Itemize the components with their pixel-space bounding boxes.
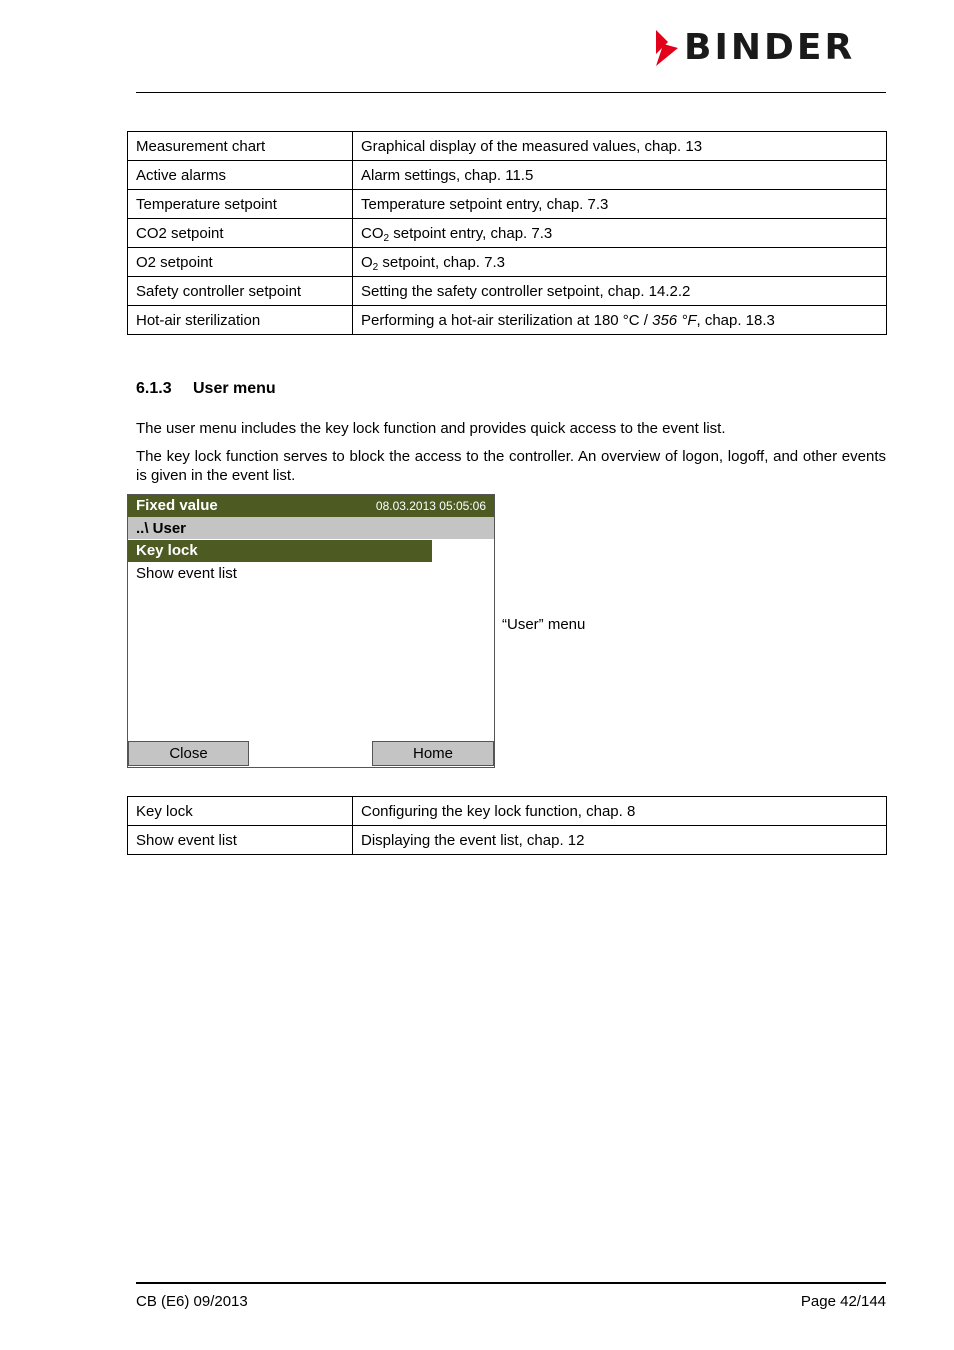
table-cell-item: Measurement chart: [128, 132, 353, 161]
table-cell-item: Temperature setpoint: [128, 190, 353, 219]
table-cell-desc: [353, 306, 887, 335]
screen-title-bar: [128, 495, 494, 517]
desc-subscript: 2: [372, 261, 379, 273]
table-row: [128, 132, 887, 161]
table-row: [128, 826, 887, 855]
table-cell-item: Hot-air sterilization: [128, 306, 353, 335]
table-row: [128, 277, 887, 306]
table-cell-desc: Configuring the key lock function, chap. 8: [353, 797, 887, 826]
desc-text: setpoint, chap. 7.3: [378, 253, 505, 271]
table-row: [128, 306, 887, 335]
screen-path: ..\ User: [136, 520, 187, 537]
footer-page-number: Page 42/144: [800, 1293, 886, 1310]
brand-name: BINDER: [684, 27, 856, 68]
table-cell-desc: [353, 219, 887, 248]
menu-items-table: [127, 131, 887, 335]
desc-italic: 356 °F: [652, 311, 697, 329]
table-cell-item: O2 setpoint: [128, 248, 353, 277]
controller-screen: [127, 494, 495, 768]
table-cell-item: CO2 setpoint: [128, 219, 353, 248]
table-cell-desc: Setting the safety controller setpoint, chap. 14.2.2: [353, 277, 887, 306]
desc-subscript: 2: [383, 232, 390, 244]
section-title: User menu: [193, 380, 276, 397]
desc-text: Performing a hot-air sterilization at 180 °C /: [361, 311, 653, 329]
table-cell-desc: Temperature setpoint entry, chap. 7.3: [353, 190, 887, 219]
section-heading: [136, 380, 276, 398]
table-cell-desc: Displaying the event list, chap. 12: [353, 826, 887, 855]
table-cell-desc: [353, 248, 887, 277]
table-row: [128, 797, 887, 826]
header-rule: [136, 92, 886, 93]
close-button[interactable]: Close: [128, 741, 249, 766]
binder-logo: [654, 27, 856, 68]
user-menu-table: [127, 796, 887, 855]
desc-text: setpoint entry, chap. 7.3: [389, 224, 553, 242]
desc-text: , chap. 18.3: [696, 311, 775, 329]
menu-item-key-lock[interactable]: [128, 540, 432, 562]
desc-text: O: [361, 253, 373, 271]
table-row: [128, 248, 887, 277]
home-button[interactable]: Home: [372, 741, 494, 766]
screen-title: Fixed value: [136, 497, 218, 514]
table-cell-item: Active alarms: [128, 161, 353, 190]
table-cell-item: Show event list: [128, 826, 353, 855]
paragraph: The user menu includes the key lock function and provides quick access to the event list.: [136, 420, 726, 437]
footer-document-id: CB (E6) 09/2013: [136, 1293, 248, 1310]
screen-path-bar[interactable]: [128, 517, 494, 539]
figure-caption: “User” menu: [502, 616, 586, 633]
table-row: [128, 219, 887, 248]
footer-rule: [136, 1282, 886, 1284]
paragraph: The key lock function serves to block the access to the controller. An overview of logon, logoff, and other events is given in the event list.: [136, 448, 886, 484]
table-cell-item: Safety controller setpoint: [128, 277, 353, 306]
table-row: [128, 161, 887, 190]
menu-item-label: Key lock: [136, 542, 198, 559]
table-cell-desc: Alarm settings, chap. 11.5: [353, 161, 887, 190]
menu-item-show-event-list[interactable]: Show event list: [136, 565, 237, 582]
table-cell-desc: Graphical display of the measured values, chap. 13: [353, 132, 887, 161]
screen-datetime: 08.03.2013 05:05:06: [375, 499, 486, 513]
table-row: [128, 190, 887, 219]
desc-text: CO: [361, 224, 384, 242]
table-cell-item: Key lock: [128, 797, 353, 826]
section-number: 6.1.3: [136, 380, 172, 397]
binder-logo-mark-icon: [654, 30, 680, 66]
